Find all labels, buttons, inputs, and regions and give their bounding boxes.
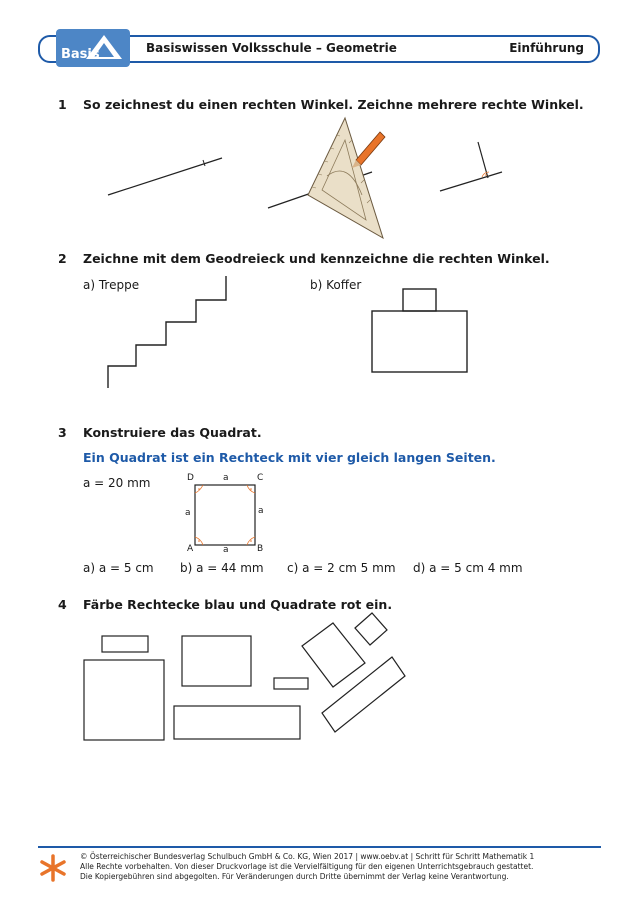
side-label-bottom: a	[223, 545, 229, 555]
task-4-text: Färbe Rechtecke blau und Quadrate rot ein.	[83, 597, 393, 612]
corner-b-label: B	[257, 544, 264, 554]
stairs-shape	[108, 276, 226, 388]
corner-d-label: D	[187, 473, 194, 483]
publisher-asterisk-icon	[42, 856, 64, 880]
task1-reference-line	[108, 158, 222, 195]
footer-divider	[38, 846, 601, 848]
right-angle-example	[440, 142, 502, 191]
square-definition: Ein Quadrat ist ein Rechteck mit vier gleich langen Seiten.	[83, 450, 496, 465]
suitcase-label: b) Koffer	[310, 278, 362, 292]
footer-copyright	[80, 852, 534, 882]
example-side-length: a = 20 mm	[83, 476, 151, 490]
task-1-number: 1	[58, 97, 67, 112]
task-2-number: 2	[58, 251, 67, 266]
subtask-b: b) a = 44 mm	[180, 561, 264, 575]
task-1-text: So zeichnest du einen rechten Winkel. Zeichne mehrere rechte Winkel.	[83, 97, 584, 112]
task-2-text: Zeichne mit dem Geodreieck und kennzeichne die rechten Winkel.	[83, 251, 550, 266]
logo-label: Basis	[61, 47, 100, 62]
side-label-left: a	[185, 508, 191, 518]
page-title: Basiswissen Volksschule – Geometrie	[146, 41, 397, 55]
section-label: Einführung	[509, 41, 584, 55]
footer-line-2: Alle Rechte vorbehalten. Von dieser Druckvorlage ist die Vervielfältigung für den eigenen Unterrichtsgebrauch gestattet.	[80, 862, 534, 871]
footer-line-3: Die Kopiergebühren sind abgegolten. Für Veränderungen durch Dritte übernimmt der Verlag keine Verantwortung.	[80, 872, 509, 881]
task-3-number: 3	[58, 425, 67, 440]
corner-a-label: A	[187, 544, 194, 554]
side-label-right: a	[258, 506, 264, 516]
corner-c-label: C	[257, 473, 264, 483]
suitcase-shape	[372, 289, 467, 372]
geodreieck-illustration	[268, 118, 385, 238]
side-label-top: a	[223, 473, 229, 483]
stairs-label: a) Treppe	[83, 278, 140, 292]
subtask-a: a) a = 5 cm	[83, 561, 154, 575]
square-example	[195, 485, 255, 545]
subtask-c: c) a = 2 cm 5 mm	[287, 561, 396, 575]
task4-shapes	[84, 613, 405, 740]
task-4-number: 4	[58, 597, 67, 612]
subtask-d: d) a = 5 cm 4 mm	[413, 561, 523, 575]
footer-line-1: © Österreichischer Bundesverlag Schulbuch GmbH & Co. KG, Wien 2017 | www.oebv.at | Schritt für Schritt Mathematik 1	[80, 852, 535, 861]
task-3-text: Konstruiere das Quadrat.	[83, 425, 262, 440]
